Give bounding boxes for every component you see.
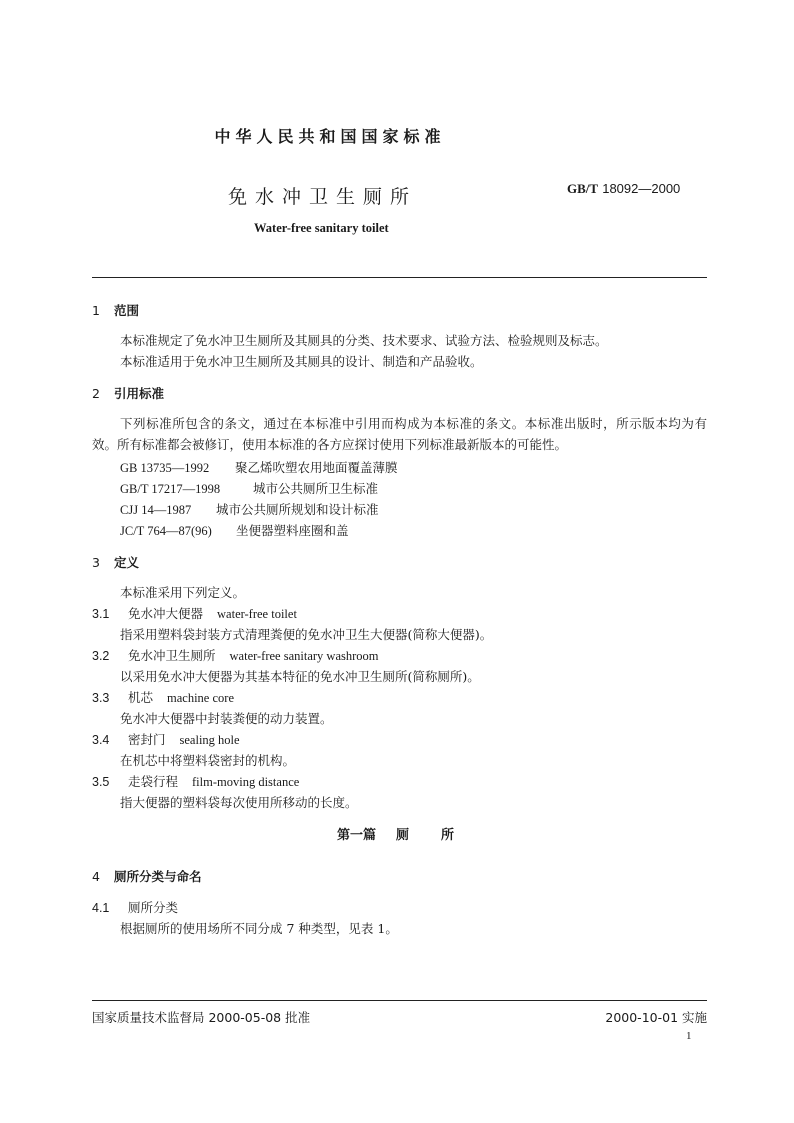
issuing-body-heading: 中华人民共和国国家标准 [214,127,446,146]
standard-year-number: 18092—2000 [602,181,681,196]
definition-number: 3.3 [92,691,110,705]
reference-item [120,458,398,476]
footer-divider [92,1000,707,1001]
definition-number: 3.5 [92,775,110,789]
part-label: 第一篇 [337,828,377,843]
definition-term-en: water-free toilet [217,607,297,621]
subsection-4-1-heading [92,898,178,916]
definition-term-en: film-moving distance [192,775,300,789]
definition-number: 3.2 [92,649,110,663]
subsection-title: 厕所分类 [128,900,179,915]
reference-name: 城市公共厕所卫生标准 [253,481,379,496]
standard-code: GB/T [567,181,599,196]
definition-term-en: water-free sanitary washroom [229,649,379,663]
definition-3-5-text: 指大便器的塑料袋每次使用所移动的长度。 [120,795,358,810]
definition-3-3-heading [92,688,234,706]
implementation-date: 2000-10-01 实施 [605,1010,707,1025]
section-3-heading [92,553,139,571]
section-4-heading [92,867,202,885]
reference-code: GB/T 17217—1998 [120,482,221,496]
reference-code: JC/T 764—87(96) [120,524,212,538]
part-heading [337,824,454,843]
section-number: 1 [92,303,100,318]
section-1-paragraph-1: 本标准规定了免水冲卫生厕所及其厕具的分类、技术要求、试验方法、检验规则及标志。 [120,333,608,348]
definition-number: 3.4 [92,733,110,747]
definition-term: 免水冲卫生厕所 [128,648,216,663]
definition-3-1-heading [92,604,297,622]
definition-term: 机芯 [128,690,154,705]
definition-term: 免水冲大便器 [128,606,204,621]
part-name-second: 所 [441,828,455,843]
section-number: 2 [92,386,100,401]
definition-3-3-text: 免水冲大便器中封装粪便的动力装置。 [120,711,333,726]
reference-code: GB 13735—1992 [120,461,210,475]
part-name-first: 厕 [396,828,410,843]
definition-3-5-heading [92,772,299,790]
section-1-heading [92,301,139,319]
section-title: 范围 [114,303,140,318]
standard-number [567,181,680,197]
definition-term: 密封门 [128,732,166,747]
section-number: 4 [92,869,100,884]
definition-3-2-text: 以采用免水冲大便器为其基本特征的免水冲卫生厕所(简称厕所)。 [120,669,480,684]
section-title: 引用标准 [114,386,165,401]
english-title: Water-free sanitary toilet [254,221,389,235]
reference-item [120,479,378,497]
section-1-paragraph-2: 本标准适用于免水冲卫生厕所及其厕具的设计、制造和产品验收。 [120,354,483,369]
subsection-4-1-text: 根据厕所的使用场所不同分成 7 种类型，见表 1。 [120,921,398,936]
section-2-heading [92,384,164,402]
reference-name: 坐便器塑料座圈和盖 [236,523,349,538]
header-divider [92,277,707,278]
reference-code: CJJ 14—1987 [120,503,192,517]
definition-term: 走袋行程 [128,774,179,789]
definition-3-4-text: 在机芯中将塑料袋密封的机构。 [120,753,296,768]
definition-3-4-heading [92,730,240,748]
page-number: 1 [686,1030,692,1042]
section-3-intro: 本标准采用下列定义。 [120,585,246,600]
section-title: 厕所分类与命名 [114,869,202,884]
section-2-intro: 下列标准所包含的条文，通过在本标准中引用而构成为本标准的条文。本标准出版时，所示版本均为有效。所有标准都会被修订，使用本标准的各方应探讨使用下列标准最新版本的可能性。 [92,416,707,452]
definition-number: 3.1 [92,607,110,621]
section-number: 3 [92,555,100,570]
subsection-number: 4.1 [92,901,110,915]
definition-term-en: sealing hole [179,733,240,747]
definition-term-en: machine core [167,691,234,705]
definition-3-1-text: 指采用塑料袋封装方式清理粪便的免水冲卫生大便器(简称大便器)。 [120,627,493,642]
reference-name: 聚乙烯吹塑农用地面覆盖薄膜 [235,460,398,475]
reference-name: 城市公共厕所规划和设计标准 [216,502,379,517]
reference-item [120,521,349,539]
reference-item [120,500,379,518]
section-title: 定义 [114,555,140,570]
document-title: 免水冲卫生厕所 [228,186,418,208]
approval-statement: 国家质量技术监督局 2000-05-08 批准 [92,1010,311,1025]
definition-3-2-heading [92,646,379,664]
